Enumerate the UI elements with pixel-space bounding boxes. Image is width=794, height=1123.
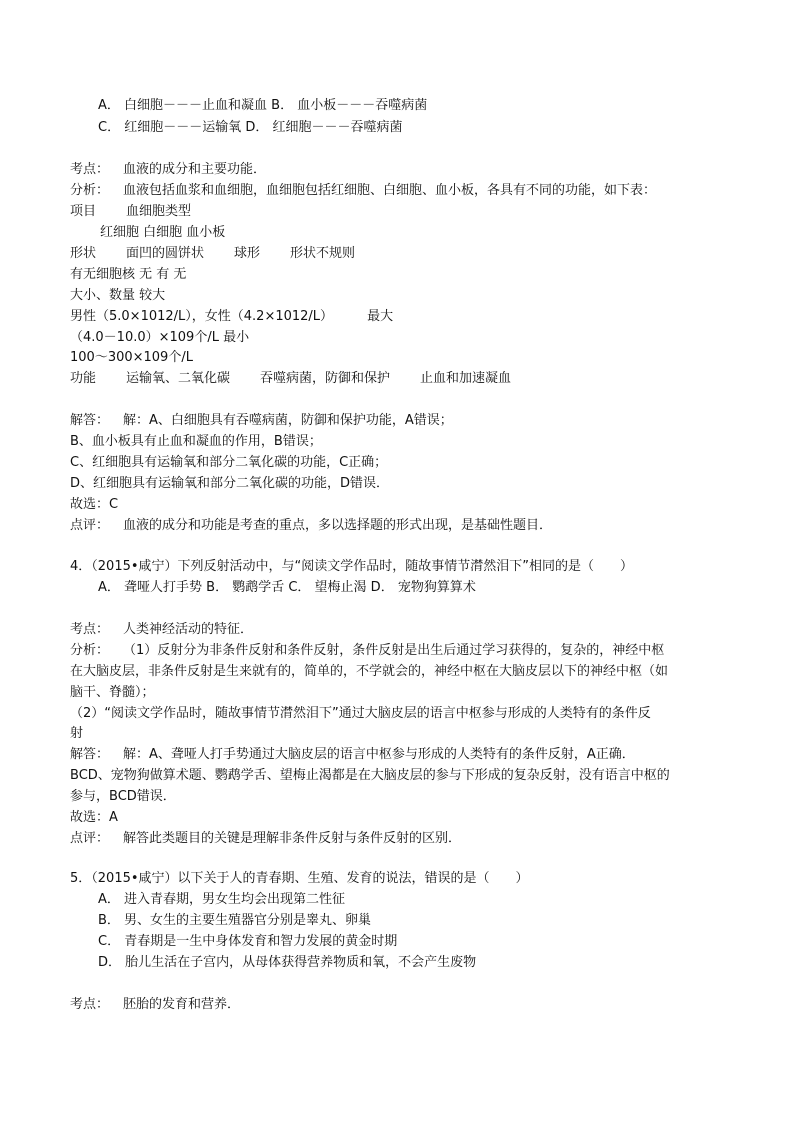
q4-fenxi-line-3: 脑干、脊髓）； [70,685,155,700]
table-cell: 形状不规则 [290,246,356,261]
dianping-label: 点评： [70,831,110,846]
fenxi-text: （1）反射分为非条件反射和条件反射，条件反射是出生后通过学习获得的，复杂的，神经中枢 [123,643,665,658]
dianping-text: 解答此类题目的关键是理解非条件反射与条件反射的区别． [123,831,462,846]
table-row-9 [70,369,511,389]
table-row-6 [70,307,393,327]
q4-jieda [70,745,635,765]
table-cell: 球形 [234,246,261,261]
table-row-7: （4.0－10.0）×109个/L 最小 [70,330,250,345]
jieda-label: 解答： [70,413,110,428]
dianping-text: 血液的成分和功能是考查的重点，多以选择题的形式出现，是基础性题目． [123,518,553,533]
q4-stem: 4．（2015•咸宁）下列反射活动中，与“阅读文学作品时，随故事情节潸然泪下”相同的是（ ） [70,559,633,574]
q5-option-d: D． 胎儿生活在子宫内，从母体获得营养物质和氧，不会产生废物 [98,955,477,970]
kaodian-label: 考点： [70,622,110,637]
table-row-5: 大小、数量 较大 [70,288,166,303]
table-cell: 血细胞类型 [126,204,192,219]
kaodian-text: 人类神经活动的特征． [123,622,254,637]
fenxi-label: 分析： [70,183,110,198]
table-cell: 项目 [70,204,97,219]
q4-guxuan: 故选：A [70,810,118,825]
q3-options-ab: A． 白细胞－－－止血和凝血 B． 血小板－－－吞噬病菌 [98,98,428,113]
q4-options: A． 聋哑人打手势 B． 鹦鹉学舌 C． 望梅止渴 D． 宠物狗算算术 [98,580,476,595]
q4-fenxi-line-5: 射 [70,726,84,741]
table-row-8: 100～300×109个/L [70,350,193,365]
q3-jieda-line-4: D、红细胞具有运输氧和部分二氧化碳的功能，D错误． [70,476,390,491]
fenxi-label: 分析： [70,643,110,658]
q4-fenxi-line-4: （2）“阅读文学作品时，随故事情节潸然泪下”通过大脑皮层的语言中枢参与形成的人类特有的条件反 [70,706,651,721]
table-cell: 男性（5.0×1012/L），女性（4.2×1012/L） [70,309,334,324]
fenxi-text: 血液包括血浆和血细胞，血细胞包括红细胞、白细胞、血小板，各具有不同的功能，如下表： [123,183,657,198]
kaodian-text: 血液的成分和主要功能． [123,162,267,177]
q4-jieda-line-2: BCD、宠物狗做算术题、鹦鹉学舌、望梅止渴都是在大脑皮层的参与下形成的复杂反射，没有语言中枢的 [70,768,670,783]
q4-dianping [70,829,461,849]
table-cell: 运输氧、二氧化碳 [126,371,231,386]
q3-fenxi [70,181,656,201]
q5-stem: 5．（2015•咸宁）以下关于人的青春期、生殖、发育的说法，错误的是（ ） [70,871,529,886]
table-cell: 吞噬病菌，防御和保护 [260,371,391,386]
table-cell: 形状 [70,246,97,261]
jieda-text: 解：A、白细胞具有吞噬病菌，防御和保护功能，A错误； [123,413,453,428]
kaodian-label: 考点： [70,162,110,177]
q5-option-a: A． 进入青春期，男女生均会出现第二性征 [98,892,346,907]
q3-kaodian [70,160,266,180]
jieda-text: 解：A、聋哑人打手势通过大脑皮层的语言中枢参与形成的人类特有的条件反射，A正确． [123,747,635,762]
jieda-label: 解答： [70,747,110,762]
kaodian-label: 考点： [70,997,110,1012]
q4-fenxi [70,641,664,661]
q3-jieda [70,411,453,431]
table-row-3 [70,244,355,264]
q3-jieda-line-3: C、红细胞具有运输氧和部分二氧化碳的功能，C正确； [70,455,388,470]
q4-jieda-line-3: 参与，BCD错误． [70,789,176,804]
table-row-2: 红细胞 白细胞 血小板 [100,225,226,240]
kaodian-text: 胚胎的发育和营养． [123,997,241,1012]
q3-dianping [70,516,552,536]
q3-guxuan: 故选：C [70,497,119,512]
table-cell: 最大 [367,309,394,324]
q4-kaodian [70,620,253,640]
q5-kaodian [70,995,240,1015]
table-row-4: 有无细胞核 无 有 无 [70,267,187,282]
table-cell: 面凹的圆饼状 [126,246,205,261]
table-row-1 [70,202,191,222]
q3-jieda-line-2: B、血小板具有止血和凝血的作用，B错误； [70,434,322,449]
q5-option-c: C． 青春期是一生中身体发育和智力发展的黄金时期 [98,934,398,949]
q3-options-cd: C． 红细胞－－－运输氧 D． 红细胞－－－吞噬病菌 [98,120,403,135]
table-cell: 功能 [70,371,97,386]
q4-fenxi-line-2: 在大脑皮层，非条件反射是生来就有的，简单的，不学就会的，神经中枢在大脑皮层以下的神经中枢（如 [70,664,669,679]
q5-option-b: B． 男、女生的主要生殖器官分别是睾丸、卵巢 [98,913,372,928]
dianping-label: 点评： [70,518,110,533]
table-cell: 止血和加速凝血 [420,371,512,386]
